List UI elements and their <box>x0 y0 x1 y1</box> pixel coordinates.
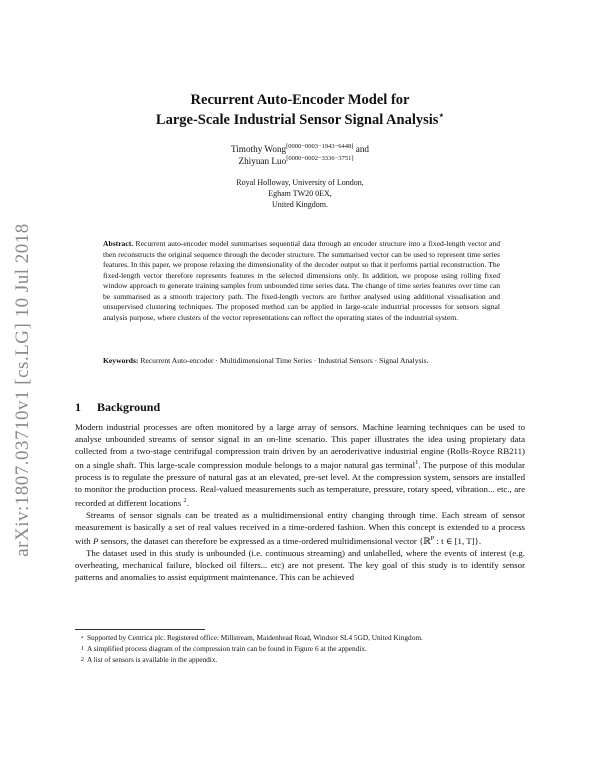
paragraph-1: Modern industrial processes are often monitored by a large array of sensors. Machine learning techniques can be used to analyse unbounded streams of sensor signal in an on-line scenario. This paper illustrates the idea using propietary data collected from a two-stage centrifugal compression train driven by an aeroderivative industrial engine (Rolls-Royce RB211) on a single shaft. This large-scale compression module belongs to a major natural gas terminal$^1$. The purpose of this modular process is to regulate the pressure of natural gas at an elevated, pre-set level. At the compression system, sensors are installed to monitor the production process. Real-valued measurements such as temperature, pressure, rotary speed, vibration... etc., are recorded at different locations $^2$. <box>75 422 525 509</box>
paper-title-line2: Large-Scale Industrial Sensor Signal Analysis⋆ <box>155 110 445 128</box>
authors-line2 <box>56 155 536 166</box>
footnote-0: ⋆ Supported by Centrica plc. Registered office: Millstream, Maidenhead Road, Windsor SL4 5GD, United Kingdom. <box>80 633 423 642</box>
abstract-label: Abstract. <box>103 239 134 248</box>
keywords <box>103 356 500 367</box>
section-title: Background <box>97 400 161 414</box>
authors-line1: Timothy Wong[0000−0003−1943−6448] and <box>230 143 370 155</box>
section-number: 1 <box>75 400 81 414</box>
author-1: Timothy Wong <box>230 144 287 155</box>
author-2: Zhiyuan Luo <box>238 156 287 167</box>
affiliation-line1: Royal Holloway, University of London, <box>236 178 364 187</box>
math-expression: {ℝ$^P$ : t ∈ [1, T]} <box>419 535 479 547</box>
paragraph-3: The dataset used in this study is unbounded (i.e. continuous streaming) and unlabelled, where the events of interest (e.g. overheating, mechanical failure, blocked oil filters... etc) are not present. The key goal of this study is to identify sensor patterns and anomalies to assist equiptment maintenance. This can be achieved <box>75 548 525 583</box>
footnote-ref-2[interactable]: 2 <box>183 497 187 505</box>
footnote-1: 1 A simplified process diagram of the compression train can be found in Figure 6 at the appendix. <box>81 644 367 653</box>
footnote-ref-1[interactable]: 1 <box>415 459 419 467</box>
paragraph-2: Streams of sensor signals can be treated as a multidimensional entity changing through time. Each stream of sensor measurement is basically a set of real values received in a time-ordered fashion. When this concept is extended to a process with P sensors, the dataset can therefore be expressed as a time-ordered multidimensional vector {ℝ$^P$ : t ∈ [1, T]}. <box>75 510 525 547</box>
keywords-label: Keywords: <box>103 356 139 365</box>
title-footnote-star: ⋆ <box>438 110 445 120</box>
footnote-2: 2 A list of sensors is available in the appendix. <box>81 655 218 664</box>
author-1-orcid: [0000−0003−1943−6448] <box>286 143 354 150</box>
author-2-orcid: [0000−0002−3336−3751] <box>286 155 354 162</box>
keywords-text: Recurrent Auto-encoder · Multidimensional Time Series · Industrial Sensors · Signal Analysis. <box>138 356 429 365</box>
section-heading <box>75 400 160 415</box>
body-text <box>75 421 525 583</box>
arxiv-identifier: arXiv:1807.03710v1 [cs.LG] 10 Jul 2018 <box>12 223 33 557</box>
abstract <box>103 239 500 323</box>
footnote-rule <box>75 629 205 630</box>
affiliation-line3: United Kingdom. <box>272 200 328 209</box>
affiliation-line2: Egham TW20 0EX, <box>268 189 332 198</box>
abstract-text: Recurrent auto-encoder model summarises sequential data through an encoder structure into a fixed-length vector and then reconstructs the original sequence through the decoder structure. The summarised vector can be used to represent time series features. In this paper, we propose relaxing the dimensionality of the decoder output so that it performs partial reconstruction. The fixed-length vector therefore represents features in the selected dimensions only. In addition, we propose using rolling fixed window approach to generate training samples from unbounded time series data. The change of time series features over time can be summarised as a smooth trajectory path. The fixed-length vectors are further analysed using additional visualisation and unsupervised clustering techniques. The proposed method can be applied in large-scale industrial processes for sensors signal analysis purpose, where clusters of the vector representations can reflect the operating states of the industrial system. <box>103 239 500 322</box>
paper-title-line1: Recurrent Auto-Encoder Model for <box>190 92 410 108</box>
